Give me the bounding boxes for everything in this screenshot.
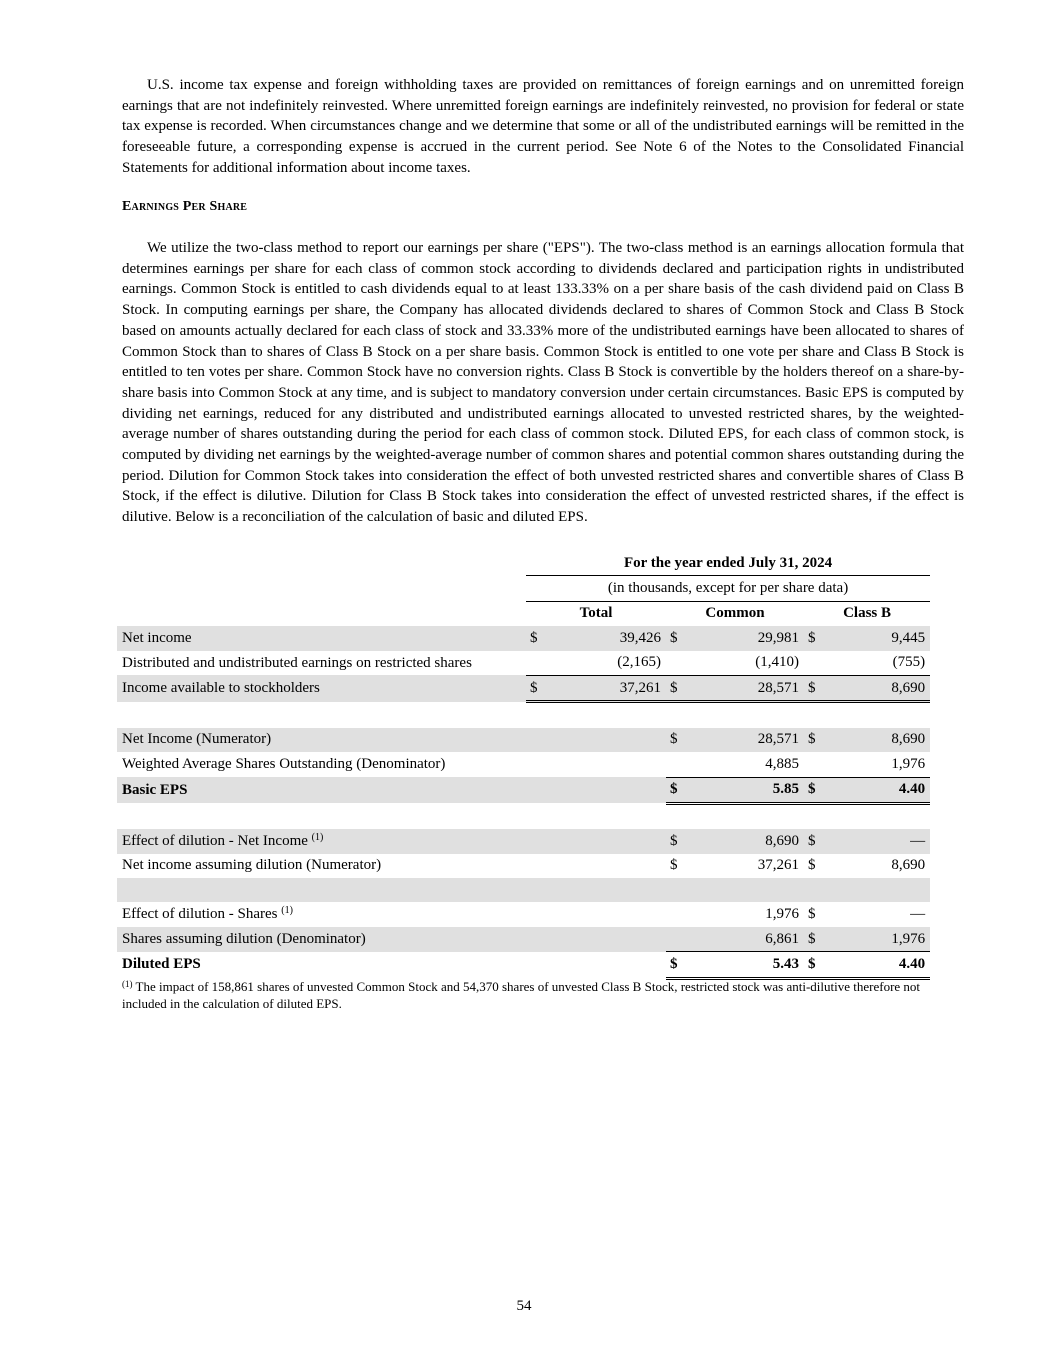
cell-common: 8,690 [684,829,804,853]
dollar-sign: $ [804,952,822,978]
dollar-sign: $ [804,675,822,701]
dollar-sign: $ [804,728,822,752]
column-header-total: Total [579,605,613,622]
dollar-sign: $ [666,952,684,978]
table-header-units [117,576,930,601]
cell-common: 28,571 [684,728,804,752]
table-row-dilution-denominator [117,927,930,952]
dollar-sign: $ [666,675,684,701]
cell-common: (1,410) [684,651,804,676]
footnote-marker: (1) [122,979,133,989]
row-label-text: Effect of dilution - Shares [122,906,278,923]
cell-class-b: 1,976 [822,927,930,952]
cell-class-b: 8,690 [822,675,930,701]
income-tax-paragraph: U.S. income tax expense and foreign withholding taxes are provided on remittances of foreign earnings and on unremitted foreign earnings that are not indefinitely reinvested. Where unremitted foreign earnings are indefinitely reinvested, no provision for federal or state tax expense is recorded. When circumstances change and we determine that some or all of the undistributed earnings will be remitted in the foreseeable future, a corresponding expense is accrued in the current period. See Note 6 of the Notes to the Consolidated Financial Statements for additional information about income taxes. [122,77,964,176]
row-label: Weighted Average Shares Outstanding (Denominator) [122,756,446,773]
dollar-sign: $ [666,777,684,803]
dollar-sign: $ [666,626,684,650]
table-spacer-row-shaded [117,878,930,902]
table-footnote [122,978,922,1012]
cell-total: 37,261 [546,675,666,701]
dollar-sign: $ [808,857,816,874]
dollar-sign: $ [666,829,684,853]
table-row-dilution-net-income [117,829,930,853]
column-header-common: Common [705,605,765,622]
cell-class-b: 8,690 [891,857,926,874]
dollar-sign: $ [808,906,816,923]
row-label-text: Effect of dilution - Net Income [122,832,308,849]
section-heading-eps: Earnings Per Share [122,199,248,214]
cell-class-b: (755) [822,651,930,676]
row-label: Income available to stockholders [117,675,526,701]
cell-total: 39,426 [546,626,666,650]
row-label: Basic EPS [117,777,526,803]
footnote-text: The impact of 158,861 shares of unvested Common Stock and 54,370 shares of unvested Class B Stock, restricted stock was anti-dilutive therefore not included in the calculation of diluted EPS. [122,979,921,1011]
table-row-weighted-shares [117,752,930,777]
dollar-sign: $ [526,675,546,701]
row-label [117,829,526,853]
row-label: Net income [117,626,526,650]
table-spacer-row [117,702,930,728]
footnote-marker: (1) [311,831,324,843]
dollar-sign: $ [804,927,822,952]
eps-method-paragraph: We utilize the two-class method to report our earnings per share ("EPS"). The two-class method is an earnings allocation formula that determines earnings per share for each class of common stock according to dividends declared and participation rights in undistributed earnings. Common Stock is entitled to cash dividends equal to at least 133.33% on a per share basis of the cash dividend paid on Class B Stock. In computing earnings per share, the Company has allocated dividends declared to shares of Common Stock and Class B Stock based on amounts actually declared for each class of stock and 33.33% more of the undistributed earnings have been allocated to shares of Common Stock than to shares of Class B Stock on a per share basis. Common Stock is entitled to one vote per share and Class B Stock is entitled to ten votes per share. Common Stock have no conversion rights. Class B Stock is convertible by the holders thereof on a share-by-share basis into Common Stock at any time, and is subject to mandatory conversion under certain circumstances. Basic EPS is computed by dividing net earnings, reduced for any distributed and undistributed earnings allocated to unvested restricted shares, by the weighted-average number of shares outstanding during the period for each class of common stock. Diluted EPS, for each class of common stock, is computed by dividing net earnings by the weighted-average number of common shares and potential common shares outstanding during the period. Dilution for Common Stock takes into consideration the effect of both unvested restricted shares and convertible shares of Class B Stock, if the effect is dilutive. Dilution for Class B Stock takes into consideration the effect of unvested restricted shares, if the effect is dilutive. Below is a reconciliation of the calculation of basic and diluted EPS. [122,240,964,526]
row-label: Diluted EPS [122,956,201,973]
table-row-dilution-numerator [117,854,930,878]
period-heading: For the year ended July 31, 2024 [526,551,930,576]
dollar-sign: $ [804,777,822,803]
cell-total: (2,165) [546,651,666,676]
cell-common: 1,976 [765,906,799,923]
cell-common: 5.85 [684,777,804,803]
table-row-basic-eps [117,777,930,803]
cell-common: 6,861 [684,927,804,952]
units-note: (in thousands, except for per share data) [526,576,930,601]
cell-common: 4,885 [684,752,804,777]
row-label: Net Income (Numerator) [117,728,526,752]
row-label: Net income assuming dilution (Numerator) [122,857,382,874]
eps-reconciliation-table [117,551,930,980]
table-row-distributed-earnings [117,651,930,676]
column-header-class-b: Class B [843,605,891,622]
cell-common: 29,981 [684,626,804,650]
table-spacer-row [117,803,930,829]
table-row-diluted-eps [117,952,930,978]
cell-common: 28,571 [684,675,804,701]
table-row-net-income-numerator [117,728,930,752]
dollar-sign: $ [670,857,678,874]
dollar-sign: $ [526,626,546,650]
cell-class-b: — [822,829,930,853]
cell-common: 37,261 [757,857,799,874]
table-row-net-income [117,626,930,650]
cell-class-b: 9,445 [822,626,930,650]
dollar-sign: $ [804,829,822,853]
table-header-period [117,551,930,576]
cell-common: 5.43 [684,952,804,978]
footnote-marker: (1) [281,905,293,917]
row-label: Shares assuming dilution (Denominator) [117,927,526,952]
cell-class-b: 8,690 [822,728,930,752]
table-row-dilution-shares [117,902,930,926]
row-label: Distributed and undistributed earnings on restricted shares [122,654,472,671]
page-number: 54 [516,1298,532,1314]
row-label [117,902,526,926]
table-header-columns [117,601,930,626]
cell-class-b: — [910,906,926,923]
dollar-sign: $ [666,728,684,752]
dollar-sign: $ [804,626,822,650]
cell-class-b: 4.40 [822,952,930,978]
cell-class-b: 4.40 [822,777,930,803]
table-row-income-available [117,675,930,701]
cell-class-b: 1,976 [822,752,930,777]
